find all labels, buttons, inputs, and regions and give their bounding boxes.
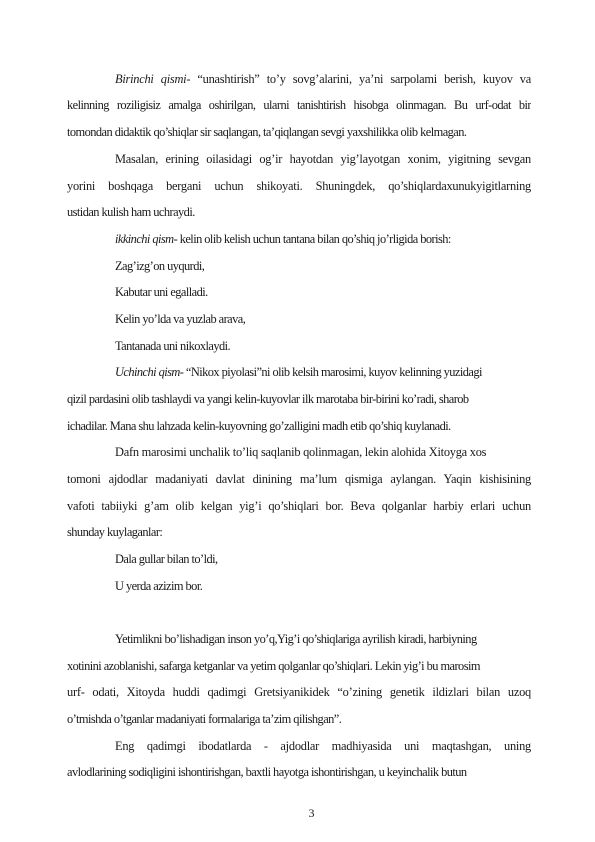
poem-line: [115, 578, 531, 594]
line-text: tomoni ajdodlar madaniyati davlat dinining ma’lum qismiga aylangan. Yaqin kishisining: [67, 472, 531, 486]
line-text: xotinini azoblanishi, safarga ketganlar va yetim qolganlar qo’shiqlari. Lekin yig’i bu marosim: [67, 659, 480, 673]
line-text: kelinning roziligisiz amalga oshirilgan, ularni tanishtirish hisobga olinmagan. Bu urf-odat bir: [67, 98, 531, 112]
line-text: Dala gullar bilan to’ldi,: [115, 552, 218, 566]
line-text: avlodlarining sodiqligini ishontirishgan, baxtli hayotga ishontirishgan, u keyinchalik butun: [67, 765, 467, 779]
text-line: [67, 97, 531, 113]
line-text: yorini boshqaga bergani uchun shikoyati. Shuningdek, qo’shiqlardaxunukyigitlarning: [67, 179, 531, 193]
line-text: ustidan kulish ham uchraydi.: [67, 205, 195, 219]
text-line: [67, 391, 531, 407]
text-line: [67, 418, 531, 434]
line-text: Kelin yo’lda va yuzlab arava,: [115, 312, 246, 326]
section-label: Uchinchi qism: [115, 365, 180, 379]
text-line: [115, 151, 531, 167]
text-line: [67, 498, 531, 514]
text-line: [67, 204, 531, 220]
poem-line: [115, 311, 531, 327]
text-line: [115, 444, 531, 460]
text-line: [67, 524, 531, 540]
line-text: Yetimlikni bo’lishadigan inson yo’q,Yig’i qo’shiqlariga ayrilish kiradi, harbiyning: [115, 632, 477, 646]
text-line: [115, 631, 531, 647]
line-text: U yerda azizim bor.: [115, 579, 203, 593]
line-text: Masalan, erining oilasidagi og’ir hayotdan yig’layotgan xonim, yigitning sevgan: [115, 152, 531, 166]
line-text: - “Nikox piyolasi”ni olib kelsih marosimi, kuyov kelinning yuzidagi: [179, 365, 482, 379]
line-text: shunday kuylaganlar:: [67, 525, 163, 539]
section-label: ikkinchi qism: [115, 232, 174, 246]
line-text: o’tmishda o’tganlar madaniyati formalariga ta’zim qilishgan”.: [67, 712, 342, 726]
line-text: Zag’izg’on uyqurdi,: [115, 259, 205, 273]
text-line: [67, 684, 531, 700]
text-line: [67, 658, 531, 674]
line-text: qizil pardasini olib tashlaydi va yangi kelin-kuyovlar ilk marotaba bir-birini ko’radi, sharob: [67, 392, 469, 406]
text-line: [67, 764, 531, 780]
text-line: [67, 471, 531, 487]
line-text: Dafn marosimi unchalik to’liq saqlanib qolinmagan, lekin alohida Xitoyga xos: [115, 445, 487, 459]
text-line: [67, 124, 531, 140]
text-line: [67, 711, 531, 727]
poem-line: [115, 284, 531, 300]
text-line: [115, 364, 531, 380]
line-text: Eng qadimgi ibodatlarda - ajdodlar madhiyasida uni maqtashgan, uning: [115, 739, 531, 753]
text-line: [115, 738, 531, 754]
text-line: [115, 231, 531, 247]
poem-line: [115, 551, 531, 567]
line-text: - kelin olib kelish uchun tantana bilan qo’shiq jo’rligida borish:: [173, 232, 451, 246]
line-text: urf- odati, Xitoyda huddi qadimgi Gretsiyanikidek “o’zining genetik ildizlari bilan uzoq: [67, 685, 531, 699]
poem-line: [115, 338, 531, 354]
line-text: Kabutar uni egalladi.: [115, 285, 208, 299]
section-label: Birinchi qismi: [115, 72, 187, 86]
line-text: tomondan didaktik qo’shiqlar sir saqlangan, ta’qiqlangan sevgi yaxshilikka olib kelmagan.: [67, 125, 467, 139]
poem-line: [115, 258, 531, 274]
line-text: - “unashtirish” to’y sovg’alarini, ya’ni sarpolami berish, kuyov va: [186, 72, 531, 86]
text-line: [67, 178, 531, 194]
text-line: [115, 71, 531, 87]
line-text: ichadilar. Mana shu lahzada kelin-kuyovning go’zalligini madh etib qo’shiq kuylanadi.: [67, 419, 451, 433]
line-text: vafoti tabiiyki g’am olib kelgan yig’i qo’shiqlari bor. Beva qolganlar harbiy erlari uchun: [67, 499, 531, 513]
page-number: 3: [308, 806, 315, 820]
line-text: Tantanada uni nikoxlaydi.: [115, 339, 231, 353]
